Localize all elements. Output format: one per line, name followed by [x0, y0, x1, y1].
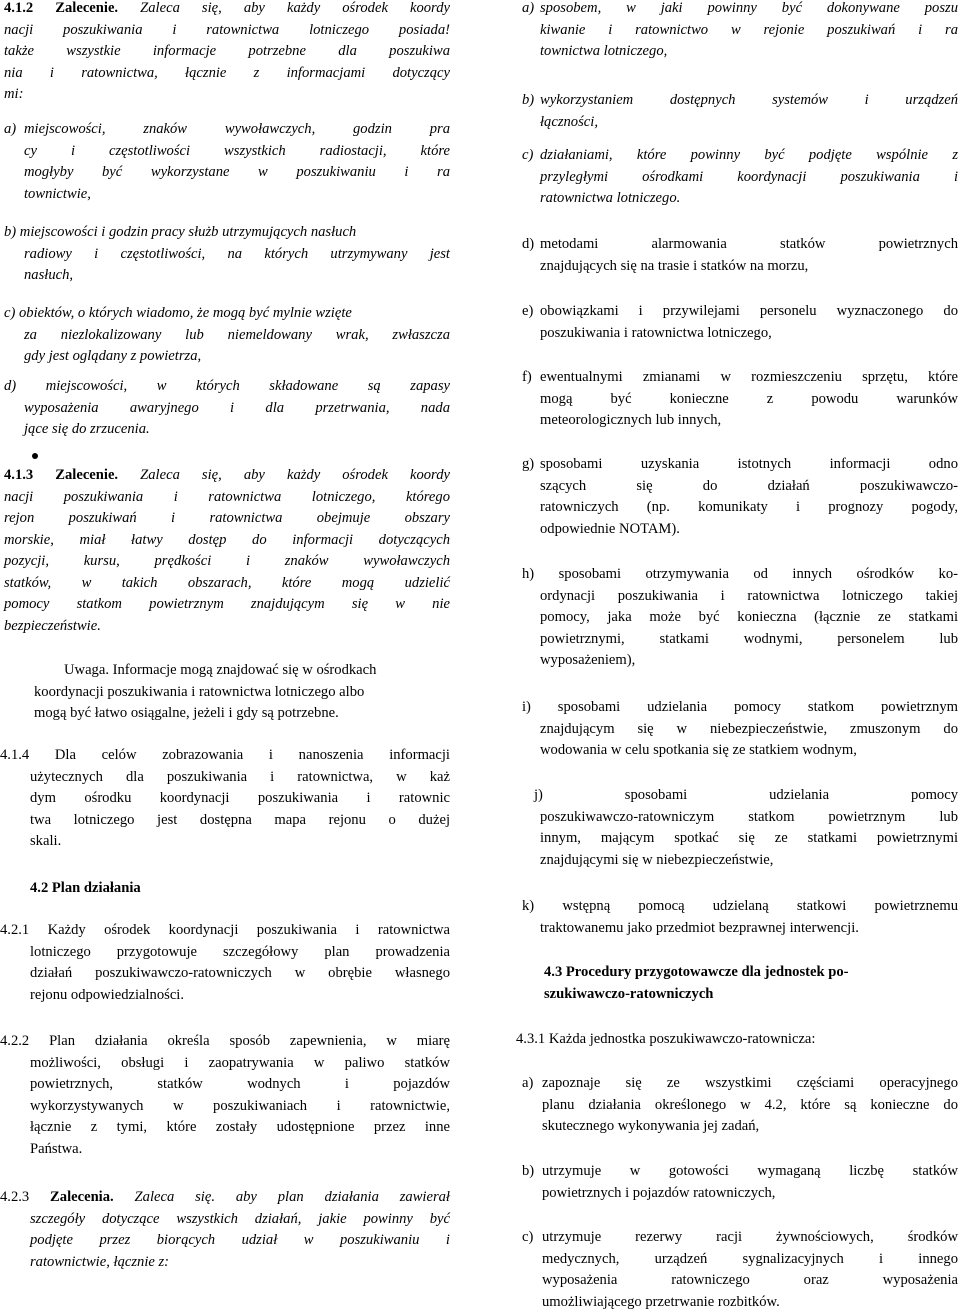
list-label: b) [522, 1161, 534, 1183]
paragraph-line: meteorologicznych lub innych, [540, 410, 958, 432]
paragraph-line: skali. [30, 831, 450, 853]
note-line: koordynacji poszukiwania i ratownictwa lotniczego albo [34, 682, 450, 704]
section-4-3-1: 4.3.1 Każda jednostka poszukiwawczo-ratownicza: [516, 1029, 958, 1051]
list-label: a) [4, 119, 16, 141]
list-item-d [4, 376, 450, 441]
section-number: 4.1.3 [4, 467, 33, 483]
paragraph-line: możliwości, obsługi i zaopatrywania w paliwo statków [30, 1053, 450, 1075]
list-label: d) [522, 234, 534, 256]
paragraph-line: ratownictwie, łącznie z: [30, 1252, 450, 1274]
paragraph-line: nia i ratownictwa, łącznie z informacjami dotyczący [4, 63, 450, 85]
paragraph-line: wyposażenia ratowniczego oraz wyposażenia [542, 1270, 958, 1292]
plan-item-j [534, 785, 958, 871]
paragraph-line: nasłuch, [24, 265, 450, 287]
note-block [34, 660, 450, 725]
paragraph-line: dym ośrodku koordynacji poszukiwania i ratownic [30, 788, 450, 810]
list-item-c [4, 303, 450, 368]
paragraph-line: gdy jest oglądany z powietrza, [24, 346, 450, 368]
list-label: c) [522, 145, 533, 167]
paragraph-line: townictwie, [24, 184, 450, 206]
paragraph-line: obowiązkami i przywilejami personelu wyznaczonego do [540, 301, 958, 323]
paragraph-line: sposobami uzyskania istotnych informacji odno [540, 454, 958, 476]
paragraph-line: powietrznych i pojazdów ratowniczych, [542, 1183, 958, 1205]
paragraph-line: pozycji, kursu, prędkości i znaków wywoławczych [4, 551, 450, 573]
paragraph-line: c) obiektów, o których wiadomo, że mogą być mylnie wzięte [4, 303, 450, 325]
plan-item-h [522, 564, 958, 672]
plan-item-k [522, 896, 958, 939]
list-label: f) [522, 367, 532, 389]
paragraph-line: mogłyby być wykorzystane w poszukiwaniu i ra [24, 162, 450, 184]
recommendation-heading: Zalecenie. [55, 467, 118, 483]
unit-item-a [522, 1073, 958, 1138]
section-number: 4.2.3 [0, 1189, 29, 1205]
paragraph-line: przyległymi ośrodkami koordynacji poszukiwania i [540, 167, 958, 189]
paragraph-line: łącznie z tymi, które zostały udostępnione przez inne [30, 1117, 450, 1139]
paragraph-line: szczegóły dotyczące wszystkich działań, jakie powinny być [30, 1209, 450, 1231]
bullet-dot [32, 453, 38, 459]
list-label: g) [522, 454, 534, 476]
plan-item-e [522, 301, 958, 344]
paragraph-line: znajdujących się na trasie i statków na morzu, [540, 256, 958, 278]
plan-item-b [522, 90, 958, 133]
paragraph-line: 4.2.1 Każdy ośrodek koordynacji poszukiwania i ratownictwa [0, 920, 450, 942]
list-label: e) [522, 301, 533, 323]
paragraph-line: j) sposobami udzielania pomocy [534, 785, 958, 807]
plan-item-i [522, 697, 958, 762]
paragraph-line: metodami alarmowania statków powietrznych [540, 234, 958, 256]
section-title-line: 4.3 Procedury przygotowawcze dla jednostek po- [544, 962, 958, 984]
recommendation-heading: Zalecenia. [50, 1189, 114, 1205]
paragraph-line: nacji poszukiwania i ratownictwa lotniczego posiada! [4, 20, 450, 42]
paragraph-line: szących się do działań poszukiwawczo- [540, 476, 958, 498]
paragraph-line: odpowiednie NOTAM). [540, 519, 958, 541]
unit-item-b [522, 1161, 958, 1204]
paragraph-line: Zaleca się, aby każdy ośrodek koordy [140, 467, 450, 483]
paragraph-line: wykorzystaniem dostępnych systemów i urządzeń [540, 90, 958, 112]
paragraph-line: łączności, [540, 112, 958, 134]
paragraph-line: sposobem, w jaki powinny być dokonywane poszu [540, 0, 958, 20]
paragraph-line: umożliwiającego przetrwanie rozbitków. [542, 1292, 958, 1313]
paragraph-line: mogą być konieczne z powodu warunków [540, 389, 958, 411]
list-label: a) [522, 1073, 533, 1095]
paragraph-line: d) miejscowości, w których składowane są zapasy [4, 376, 450, 398]
paragraph-line: radiowy i częstotliwości, na których utrzymywany jest [24, 244, 450, 266]
paragraph-line: i) sposobami udzielania pomocy statkom powietrznym [522, 697, 958, 719]
section-4-2-1 [0, 920, 450, 1006]
paragraph-line: ewentualnymi zmianami w rozmieszczeniu sprzętu, które [540, 367, 958, 389]
paragraph-line: zapoznaje się ze wszystkimi częściami operacyjnego [542, 1073, 958, 1095]
paragraph-line: wodowania w celu spotkania się ze statkiem wodnym, [540, 740, 958, 762]
plan-item-f [522, 367, 958, 432]
paragraph-line: wyposażenia awaryjnego i dla przetrwania, nada [24, 398, 450, 420]
paragraph-line: powietrznych, statków wodnych i pojazdów [30, 1074, 450, 1096]
paragraph-line: h) sposobami otrzymywania od innych ośrodków ko- [522, 564, 958, 586]
paragraph-line: Zaleca się, aby każdy ośrodek koordy [140, 0, 450, 16]
paragraph-line: Zaleca się. aby plan działania zawierał [135, 1189, 450, 1205]
plan-item-c [522, 145, 958, 210]
plan-item-g [522, 454, 958, 540]
list-label: a) [522, 0, 534, 20]
paragraph-line: statków, w takich obszarach, które mogą udzielić [4, 573, 450, 595]
paragraph-line: ratownictwa lotniczego. [540, 188, 958, 210]
paragraph-line: skutecznego wykonywania jej zadań, [542, 1116, 958, 1138]
paragraph-line: znajdującymi się w niebezpieczeństwie, [540, 850, 958, 872]
paragraph-line: planu działania określonego w 4.2, które są konieczne do [542, 1095, 958, 1117]
section-4-2-2 [0, 1031, 450, 1160]
paragraph-line: ratowniczych (np. komunikaty i prognozy pogody, [540, 497, 958, 519]
section-number: 4.1.2 [4, 0, 33, 16]
paragraph-line: medycznych, urządzeń sygnalizacyjnych i innego [542, 1249, 958, 1271]
paragraph-line: ordynacji poszukiwania i ratownictwa lotniczego takiej [540, 586, 958, 608]
section-4-2-3 [0, 1187, 450, 1273]
paragraph-line: poszukiwawczo-ratowniczym statkom powietrznym lub [540, 807, 958, 829]
paragraph-line: działań poszukiwawczo-ratowniczych w obrębie własnego [30, 963, 450, 985]
paragraph-line: wykorzystywanych w poszukiwaniach i ratownictwie, [30, 1096, 450, 1118]
paragraph-line: cy i częstotliwości wszystkich radiostacji, które [24, 141, 450, 163]
paragraph-line: znajdującym się w niebezpieczeństwie, zmuszonym do [540, 719, 958, 741]
paragraph-line: Państwa. [30, 1139, 450, 1161]
section-title-4-2: 4.2 Plan działania [30, 878, 450, 900]
paragraph-line: 4.2.2 Plan działania określa sposób zapewnienia, w miarę [0, 1031, 450, 1053]
paragraph-line: utrzymuje rezerwy racji żywnościowych, środków [542, 1227, 958, 1249]
paragraph-line: podjęte przez biorących udział w poszukiwaniu i [30, 1230, 450, 1252]
paragraph-line: townictwa lotniczego, [540, 41, 958, 63]
list-item-a [4, 119, 450, 205]
paragraph-line: także wszystkie informacje potrzebne dla poszukiwa [4, 41, 450, 63]
paragraph-line: lotniczego przygotowuje szczegółowy plan prowadzenia [30, 942, 450, 964]
paragraph-line: innym, mającym spotkać się ze statkami powietrznymi [540, 828, 958, 850]
paragraph-line: morskie, miał łatwy dostęp do informacji dotyczących [4, 530, 450, 552]
paragraph-line: 4.1.4 Dla celów zobrazowania i nanoszenia informacji [0, 745, 450, 767]
unit-item-c [522, 1227, 958, 1313]
paragraph-line: rejon poszukiwań i ratownictwa obejmuje obszary [4, 508, 450, 530]
note-line: Uwaga. Informacje mogą znajdować się w ośrodkach [34, 660, 450, 682]
paragraph-line: użytecznych dla poszukiwania i ratownictwa, w każ [30, 767, 450, 789]
section-title-line: szukiwawczo-ratowniczych [544, 984, 958, 1006]
paragraph-line: mi: [4, 84, 450, 106]
paragraph-line: traktowanemu jako przedmiot bezprawnej interwencji. [540, 918, 958, 940]
paragraph-line: miejscowości, znaków wywoławczych, godzin pra [24, 119, 450, 141]
recommendation-heading: Zalecenie. [55, 0, 118, 16]
paragraph-line: b) miejscowości i godzin pracy służb utrzymujących nasłuch [4, 222, 450, 244]
paragraph-line: bezpieczeństwie. [4, 616, 450, 638]
paragraph-line: utrzymuje w gotowości wymaganą liczbę statków [542, 1161, 958, 1183]
list-label: c) [522, 1227, 533, 1249]
list-item-b [4, 222, 450, 287]
paragraph-line: nacji poszukiwania i ratownictwa lotniczego, którego [4, 487, 450, 509]
list-label: b) [522, 90, 534, 112]
plan-item-a [522, 0, 958, 63]
paragraph-line: twa lotniczego jest dostępna mapa rejonu o dużej [30, 810, 450, 832]
paragraph-line: wyposażeniem), [540, 650, 958, 672]
section-4-1-2 [4, 0, 450, 106]
paragraph-line: kiwanie i ratownictwo w rejonie poszukiwań i ra [540, 20, 958, 42]
note-line: mogą być łatwo osiągalne, jeżeli i gdy są potrzebne. [34, 703, 450, 725]
section-4-1-4 [0, 745, 450, 853]
paragraph-line: pomocy, jaka może być konieczna (łącznie ze statkami [540, 607, 958, 629]
paragraph-line: za niezlokalizowany lub niemeldowany wrak, zwłaszcza [24, 325, 450, 347]
plan-item-d [522, 234, 958, 277]
paragraph-line: powietrznymi, statkami wodnymi, personelem lub [540, 629, 958, 651]
paragraph-line: jące się do zrzucenia. [24, 419, 450, 441]
paragraph-line: poszukiwania i ratownictwa lotniczego, [540, 323, 958, 345]
paragraph-line: rejonu odpowiedzialności. [30, 985, 450, 1007]
paragraph-line: k) wstępną pomocą udzielaną statkowi powietrznemu [522, 896, 958, 918]
section-4-1-3 [4, 465, 450, 637]
paragraph-line: działaniami, które powinny być podjęte wspólnie z [540, 145, 958, 167]
section-title-4-3 [544, 962, 958, 1005]
paragraph-line: pomocy statkom powietrznym znajdującym się w nie [4, 594, 450, 616]
